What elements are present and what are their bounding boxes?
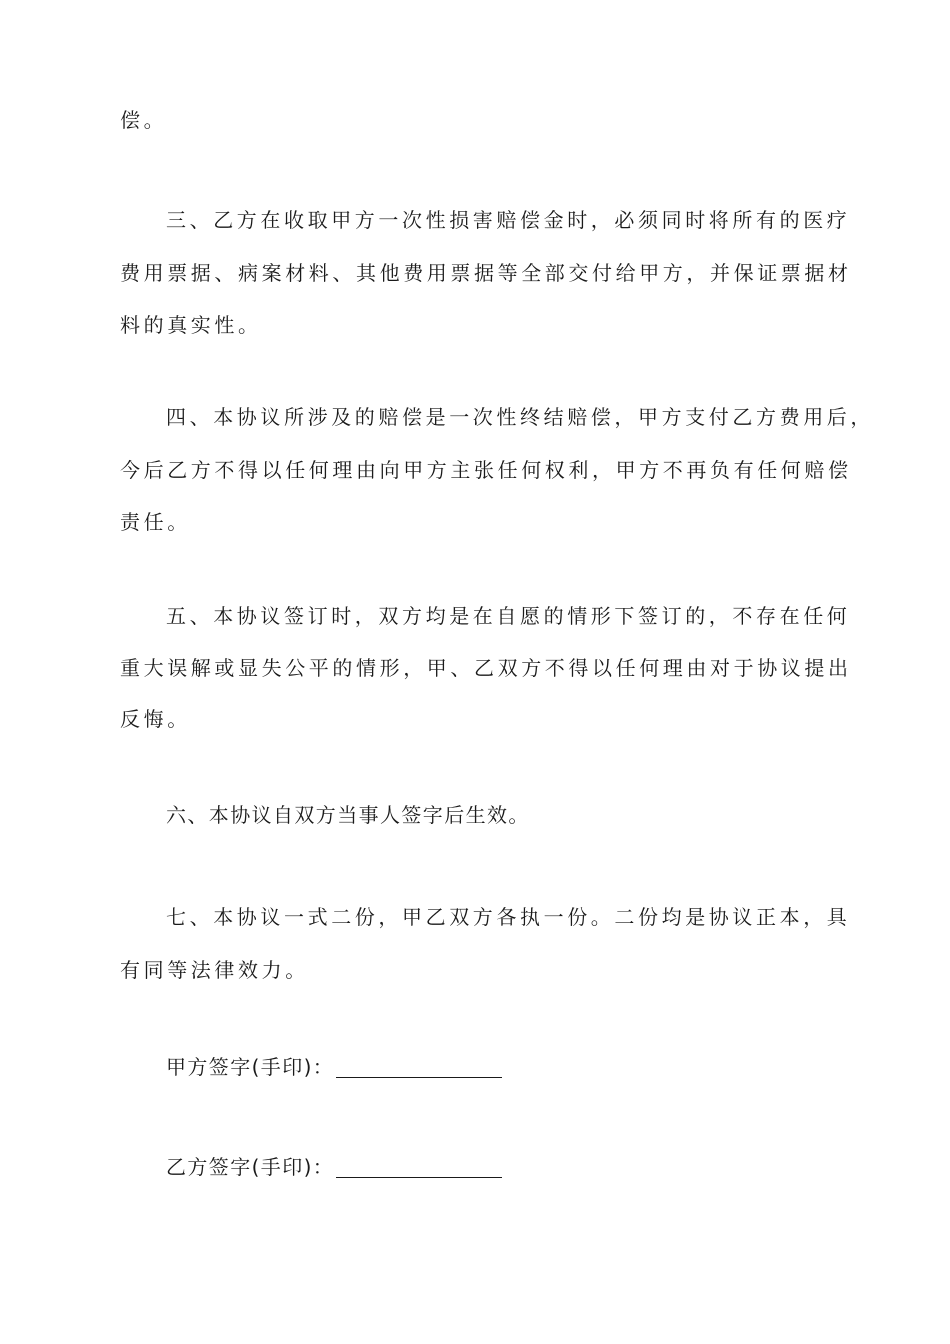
clause-five-line-2: 重大误解或显失公平的情形，甲、乙双方不得以任何理由对于协议提出 [120, 656, 852, 680]
clause-four-line-2: 今后乙方不得以任何理由向甲方主张任何权利，甲方不再负有任何赔偿 [120, 458, 852, 482]
party-a-signature [166, 1055, 502, 1079]
clause-three-line-2: 费用票据、病案材料、其他费用票据等全部交付给甲方，并保证票据材 [120, 261, 852, 285]
party-b-signature-blank [336, 1157, 502, 1178]
party-a-signature-label: 甲方签字(手印)： [166, 1055, 335, 1079]
party-b-signature [166, 1155, 502, 1179]
party-b-signature-label: 乙方签字(手印)： [166, 1155, 335, 1179]
clause-two-tail: 偿。 [120, 108, 168, 132]
clause-five-line-1: 五、本协议签订时，双方均是在自愿的情形下签订的，不存在任何 [166, 604, 851, 628]
clause-six: 六、本协议自双方当事人签字后生效。 [166, 803, 530, 827]
clause-three-line-3: 料的真实性。 [120, 313, 262, 337]
clause-three-line-1: 三、乙方在收取甲方一次性损害赔偿金时，必须同时将所有的医疗 [166, 208, 851, 232]
party-a-signature-blank [336, 1057, 502, 1078]
clause-four-line-3: 责任。 [120, 510, 191, 534]
clause-seven-line-2: 有同等法律效力。 [120, 958, 309, 982]
clause-seven-line-1: 七、本协议一式二份，甲乙双方各执一份。二份均是协议正本，具 [166, 905, 851, 929]
clause-four-line-1: 四、本协议所涉及的赔偿是一次性终结赔偿，甲方支付乙方费用后， [166, 405, 874, 429]
clause-five-line-3: 反悔。 [120, 707, 191, 731]
